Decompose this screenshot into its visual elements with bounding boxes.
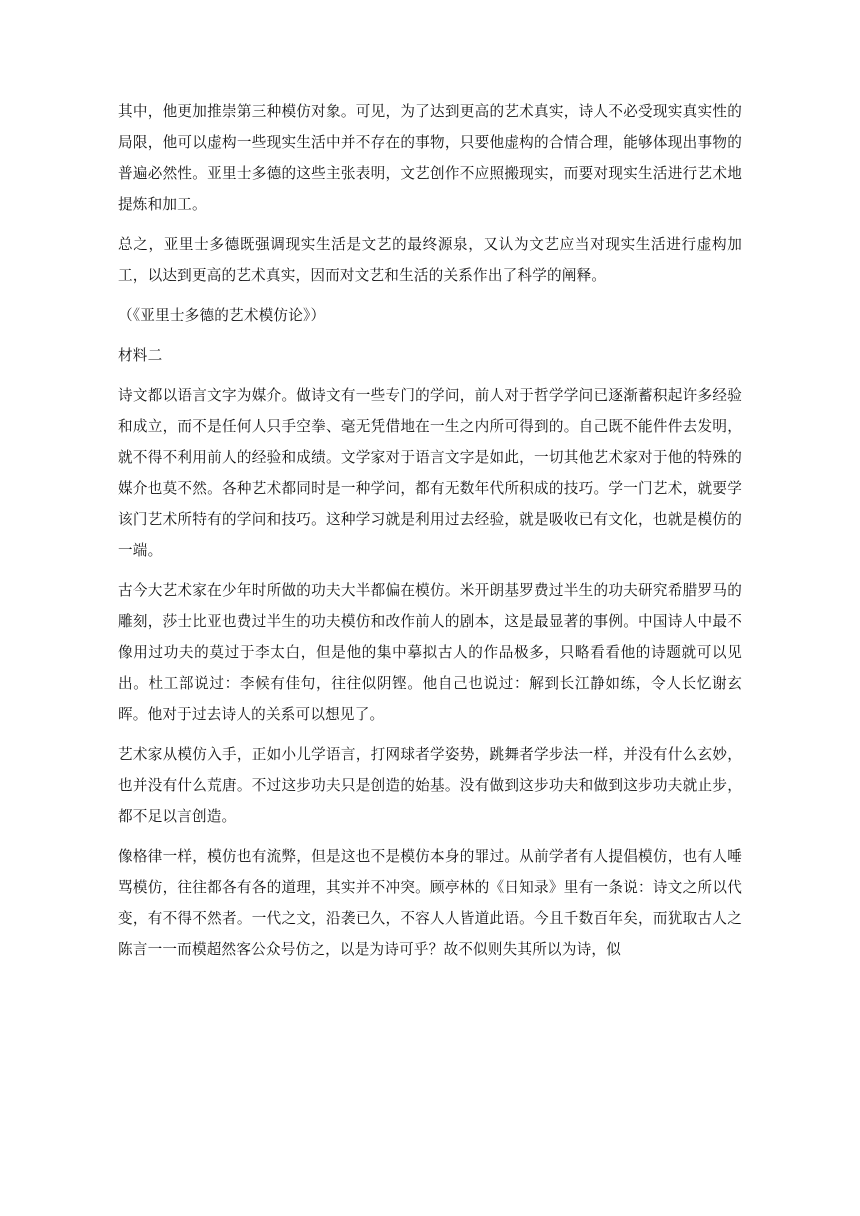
paragraph-aristotle-fiction: 其中，他更加推崇第三种模仿对象。可见，为了达到更高的艺术真实，诗人不必受现实真实性的局限，他可以虚构一些现实生活中并不存在的事物，只要他虚构的合情合理，能够体现出事物的普遍必然性。亚里士多德的这些主张表明，文艺创作不应照搬现实，而要对现实生活进行艺术地提炼和加工。 — [118, 103, 742, 213]
paragraph-great-artists: 古今大艺术家在少年时所做的功夫大半都偏在模仿。米开朗基罗费过半生的功夫研究希腊罗马的雕刻，莎士比亚也费过半生的功夫模仿和改作前人的剧本，这是最显著的事例。中国诗人中最不像用过功夫的莫过于李太白，但是他的集中摹拟古人的作品极多，只略看看他的诗题就可以见出。杜工部说过：李候有佳句，往往似阴铿。他自己也说过：解到长江静如练，令人长忆谢玄晖。他对于过去诗人的关系可以想见了。 — [118, 582, 742, 723]
paragraph-conclusion: 总之，亚里士多德既强调现实生活是文艺的最终源泉，又认为文艺应当对现实生活进行虚构加工，以达到更高的艺术真实，因而对文艺和生活的关系作出了科学的阐释。 — [118, 236, 742, 284]
section-heading-material-two: 材料二 — [118, 347, 163, 364]
paragraph-imitation-flaws: 像格律一样，模仿也有流弊，但是这也不是模仿本身的罪过。从前学者有人提倡模仿，也有人唾骂模仿，往往都各有各的道理，其实并不冲突。顾亭林的《日知录》里有一条说：诗文之所以代变，有不得不然者。一代之文，沿袭已久，不容人人皆道此语。今且千数百年矣，而犹取古人之陈言一一而模超然客公众号仿之，以是为诗可乎？故不似则失其所以为诗，似 — [118, 848, 742, 958]
paragraph-language-medium: 诗文都以语言文字为媒介。做诗文有一些专门的学问，前人对于哲学学问已逐渐蓄积起许多经验和成立，而不是任何人只手空拳、毫无凭借地在一生之内所可得到的。自己既不能件件去发明，就不得不利用前人的经验和成绩。文学家对于语言文字是如此，一切其他艺术家对于他的特殊的媒介也莫不然。各种艺术都同时是一种学问，都有无数年代所积成的技巧。学一门艺术，就要学该门艺术所特有的学问和技巧。这种学习就是利用过去经验，就是吸收已有文化，也就是模仿的一端。 — [118, 387, 742, 559]
source-citation: （《亚里士多德的艺术模仿论》） — [118, 307, 326, 324]
paragraph-imitation-start: 艺术家从模仿入手，正如小儿学语言，打网球者学姿势，跳舞者学步法一样，并没有什么玄妙，也并没有什么荒唐。不过这步功夫只是创造的始基。没有做到这步功夫和做到这步功夫就止步，都不足以言创造。 — [118, 746, 742, 825]
document-body — [118, 96, 742, 974]
